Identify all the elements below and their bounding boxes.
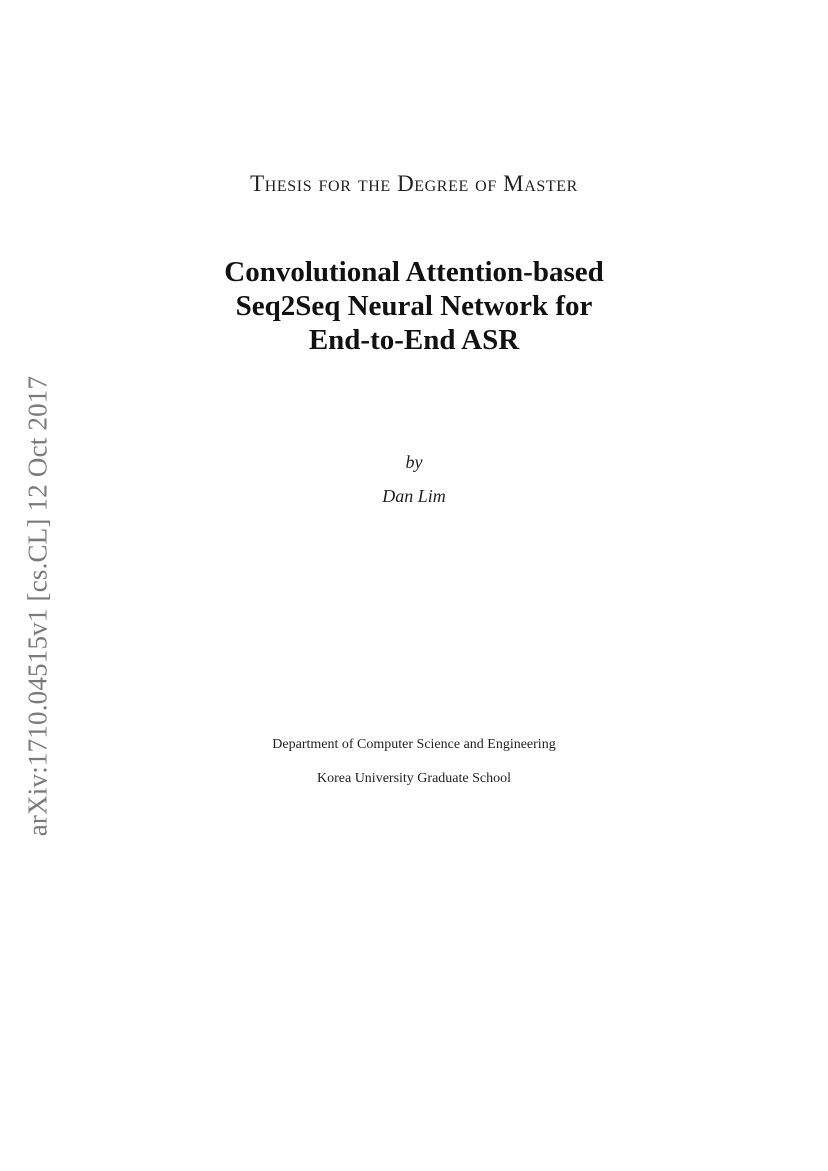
by-label: by: [405, 452, 423, 472]
arxiv-identifier: arXiv:1710.04515v1 [cs.CL] 12 Oct 2017: [22, 375, 53, 837]
author-name: Dan Lim: [382, 486, 446, 506]
department-name: Department of Computer Science and Engineering: [272, 737, 556, 752]
degree-heading: Thesis for the Degree of Master: [250, 171, 578, 196]
thesis-title-line-3: End-to-End ASR: [308, 324, 520, 356]
thesis-title-line-2: Seq2Seq Neural Network for: [235, 290, 593, 322]
thesis-title-line-1: Convolutional Attention-based: [224, 256, 604, 288]
thesis-title: [0, 255, 828, 357]
school-name: Korea University Graduate School: [317, 771, 511, 786]
